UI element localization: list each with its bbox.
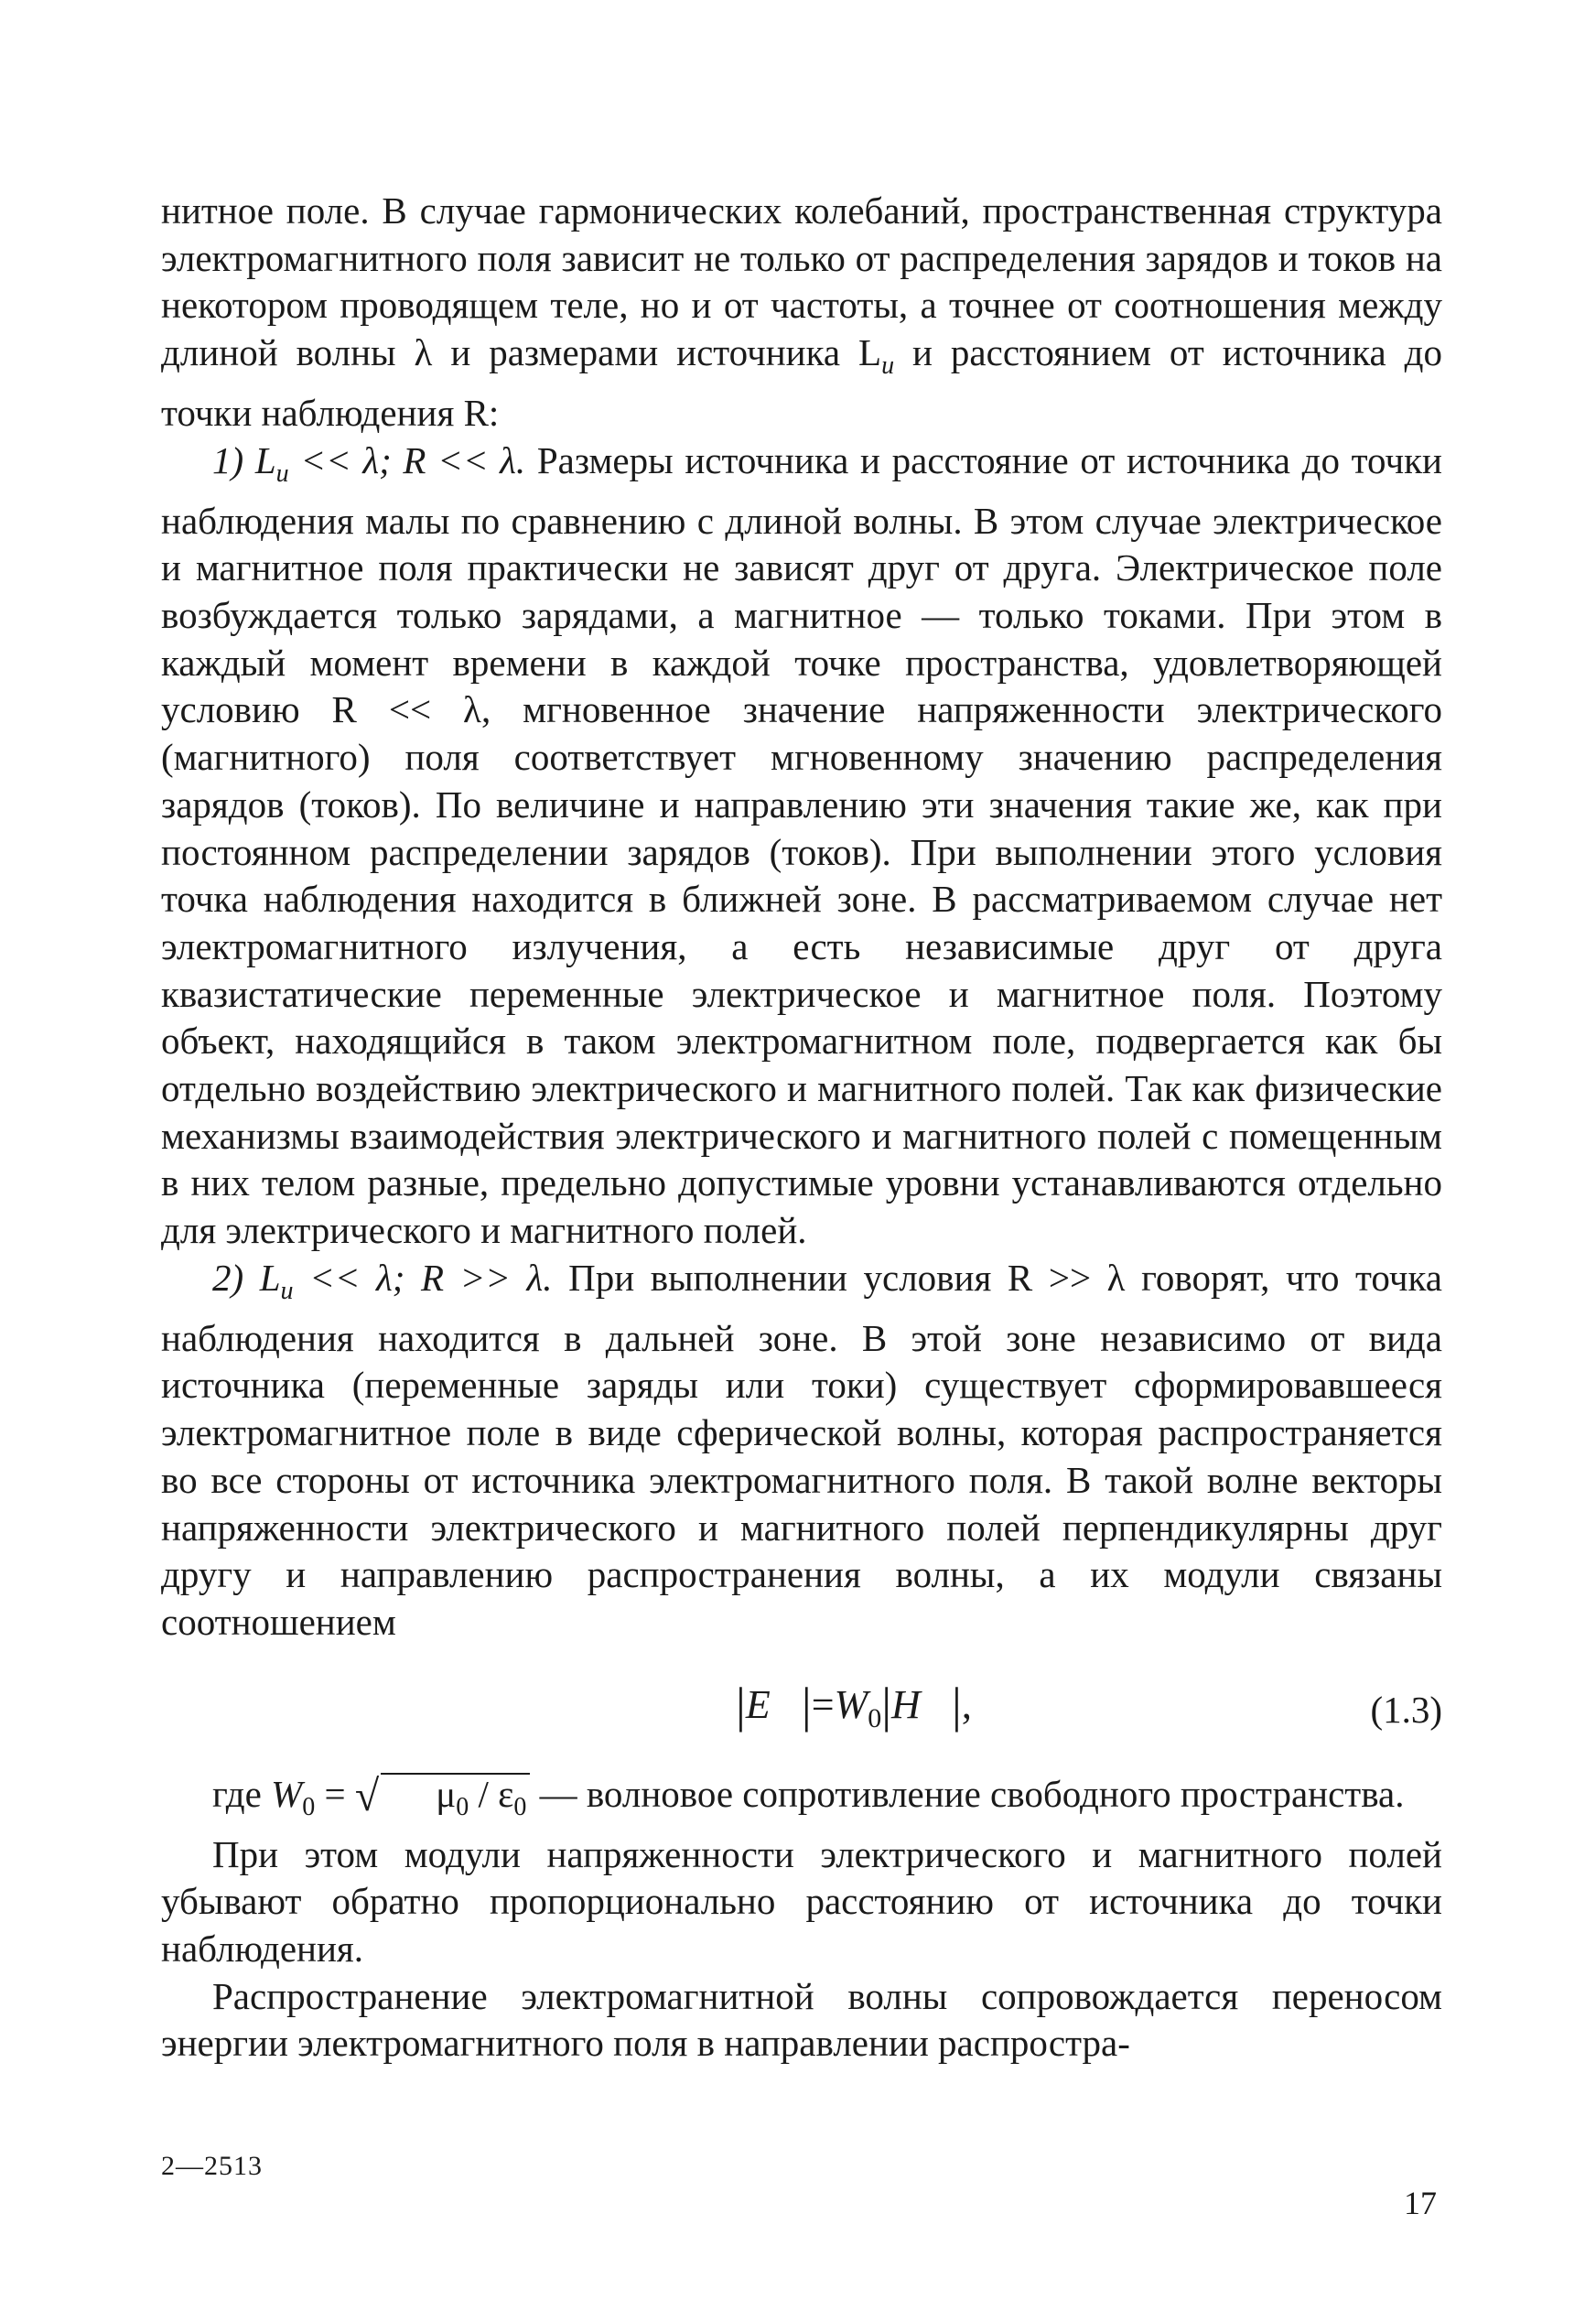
paragraph-intro: нитное поле. В случае гармонических колебаний, пространственная структура электромагнитного поля зависит не только от распределения зарядов и токов на некотором проводящем теле, но и от частоты, а точнее от соотношения между длиной волны λ и размерами источника $L_и$ и расстоянием от источника до точки наблюдения R: (161, 189, 1442, 434)
paragraph-decay: При этом модули напряженности электрического и магнитного полей убывают обратно пропорционально расстоянию от источника до точки наблюдения. (161, 1832, 1442, 1970)
body-text (161, 188, 1442, 2068)
equation-number: (1.3) (1370, 1688, 1442, 1731)
equation-1-3 (161, 1667, 1442, 1771)
w0-definition: $W_0$ = √ $\mu_0 / \varepsilon_0$ (271, 1773, 530, 1815)
sqrt-icon: √ (354, 1771, 380, 1820)
case-2-label: 2) $L_и << \lambda$; R >> λ. (212, 1256, 553, 1306)
case-1-label: 1) $L_и << \lambda$; R << λ. (212, 438, 526, 488)
formula-e-w0-h: $|E⃗|=W_0|H⃗|$, (736, 1677, 972, 1733)
page-number: 17 (1404, 2185, 1437, 2221)
paragraph-case-2: 2) $L_и << \lambda$; R >> λ. При выполнении условия R >> λ говорят, что точка наблюдения находится в дальней зоне. В этой зоне независимо от вида источника (переменные заряды или токи) существует сформировавшееся электромагнитное поле в виде сферической волны, которая распространяется во все стороны от источника электромагнитного поля. В такой волне векторы напряженности электрического и магнитного полей перпендикулярны друг другу и направлению распространения волны, а их модули связаны соотношением (161, 1256, 1442, 1643)
sqrt-radicand: $\mu_0 / \varepsilon_0$ (381, 1773, 530, 1827)
paragraph-where: где $W_0$ = √ $\mu_0 / \varepsilon_0$ — волновое сопротивление свободного пространства. (161, 1771, 1442, 1831)
paragraph-case-1: 1) $L_и << \lambda$; R << λ. Размеры источника и расстояние от источника до точки наблюдения малы по сравнению с длиной волны. В этом случае электрическое и магнитное поля практически не зависят друг от друга. Электрическое поле возбуждается только зарядами, а магнитное — только токами. При этом в каждый момент времени в каждой точке пространства, удовлетворяющей условию R << λ, мгновенное значение напряженности электрического (магнитного) поля соответствует мгновенному значению распределения зарядов (токов). По величине и направлению эти значения такие же, как при постоянном распределении зарядов (токов). При выполнении этого условия точка наблюдения находится в ближней зоне. В рассматриваемом случае нет электромагнитного излучения, а есть независимые друг от друга квазистатические переменные электрическое и магнитное поля. Поэтому объект, находящийся в таком электромагнитном поле, подвергается как бы отдельно воздействию электрического и магнитного полей. Так как физические механизмы взаимодействия электрического и магнитного полей с помещенным в них телом разные, предельно допустимые уровни устанавливаются отдельно для электрического и магнитного полей. (161, 438, 1442, 1252)
subscript-source: и (881, 351, 895, 381)
paragraph-energy: Распространение электромагнитной волны сопровождается переносом энергии электромагнитного поля в направлении распростра- (161, 1974, 1442, 2065)
signature-code: 2—2513 (161, 2151, 263, 2181)
